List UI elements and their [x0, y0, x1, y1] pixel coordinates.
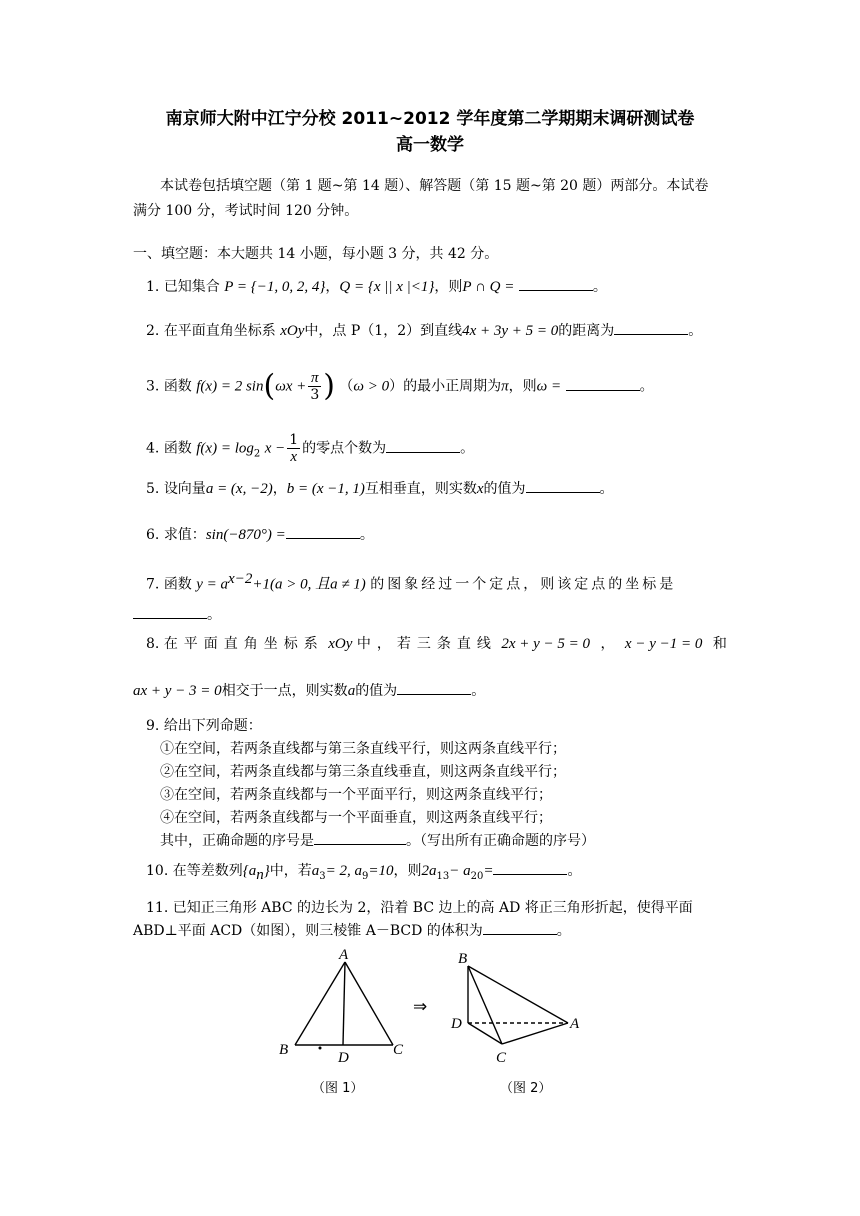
question-6: 6. 求值：sin(−870°) = 。: [146, 524, 374, 545]
question-1: 1. 已知集合 P = {−1, 0, 2, 4}，Q = {x || x |<1}，则P ∩ Q = 。: [146, 276, 607, 297]
question-number: 7.: [146, 576, 160, 593]
answer-blank[interactable]: [493, 860, 567, 875]
question-10: 10. 在等差数列$\{a_n\}$中，若$a_3= 2$, $a_9=10$，则$2a_{13}- a_{20}=$ 。: [146, 860, 581, 887]
figure-1-caption: （图 1）: [312, 1081, 364, 1096]
question-number: 9.: [146, 718, 160, 734]
answer-blank[interactable]: [483, 920, 557, 935]
figure-2-caption: （图 2）: [500, 1081, 552, 1096]
math-expression: xOy: [280, 323, 305, 339]
question-number: 5.: [146, 481, 160, 497]
figure-1-dot: [319, 1047, 322, 1050]
figure-1-label-b: B: [279, 1042, 289, 1058]
intro-line-1: 本试卷包括填空题（第 1 题~第 14 题）、解答题（第 15 题~第 20 题）两部分。本试卷: [160, 178, 709, 194]
question-number: 1.: [146, 279, 160, 295]
question-2: 2. 在平面直角坐标系 xOy中，点 P（1，2）到直线4x + 3y + 5 = 0的距离为 。: [146, 320, 702, 341]
figure-2-tetrahedron: [468, 966, 568, 1044]
figure-2-label-a: A: [570, 1016, 580, 1032]
answer-blank[interactable]: [386, 438, 460, 453]
question-number: 4.: [146, 440, 160, 457]
figure-2-label-b: B: [458, 951, 468, 967]
math-expression: a: [311, 863, 320, 879]
question-11-continued: ABD⊥平面 ACD（如图），则三棱锥 A－BCD 的体积为 。: [133, 920, 571, 941]
math-expression: Q = {x || x |<1}: [339, 279, 435, 295]
question-8-continued: ax + y − 3 = 0相交于一点，则实数a的值为 。: [133, 680, 485, 701]
fraction: $\frac{\pi}{3}$: [310, 370, 320, 403]
question-5: 5. 设向量a = (x, −2)，b = (x −1, 1)互相垂直，则实数x的值为 。: [146, 478, 614, 499]
question-number: 2.: [146, 323, 160, 339]
math-expression: y = a: [196, 576, 229, 593]
math-expression: b = (x −1, 1): [286, 481, 365, 497]
math-expression: sin(−870°) =: [205, 527, 286, 543]
list-item: ②在空间，若两条直线都与第三条直线垂直，则这两条直线平行；: [160, 764, 566, 780]
answer-blank[interactable]: [314, 830, 406, 845]
math-expression: 2a: [421, 863, 437, 879]
list-item: ③在空间，若两条直线都与一个平面平行，则这两条直线平行；: [160, 787, 552, 803]
answer-blank[interactable]: [526, 478, 600, 493]
question-7-continued: 。: [133, 604, 221, 625]
question-3: 3. 函数 f(x) = 2 sin(ωx + $\frac{\pi}{3}$ ) （ω > 0）的最小正周期为π，则ω = 。: [146, 368, 654, 404]
question-4: 4. 函数 $f(x) = \log_2 x$ − $\frac{1}{x}$ 的零点个数为 。: [146, 432, 475, 465]
figure-1-triangle: [295, 962, 393, 1045]
math-expression: P = {−1, 0, 2, 4}: [224, 279, 326, 295]
question-7: 7. 函数 $y = a^{x-2}+1(a > 0$, 且a ≠ 1) 的图象经过一个定点，则该定点的坐标是: [146, 571, 677, 593]
question-9: 9. 给出下列命题：: [146, 718, 262, 734]
answer-blank[interactable]: [286, 524, 360, 539]
question-number: 11.: [146, 900, 169, 916]
math-expression: f(x) = 2 sin: [196, 378, 264, 395]
answer-blank[interactable]: [519, 276, 593, 291]
intro-line-2: 满分 100 分，考试时间 120 分钟。: [133, 203, 359, 219]
question-8: 8. 在平面直角坐标系 xOy 中，若三条直线 2x + y − 5 = 0 ， x − y −1 = 0 和: [146, 636, 727, 652]
figure-2-label-c: C: [496, 1050, 507, 1066]
answer-blank[interactable]: [566, 376, 640, 391]
arrow-icon: ⇒: [413, 997, 428, 1016]
math-expression: ax + y − 3 = 0: [133, 683, 222, 699]
list-item: ④在空间，若两条直线都与一个平面垂直，则这两条直线平行；: [160, 810, 552, 826]
figure-area: [270, 944, 600, 1074]
math-expression: a = (x, −2): [205, 481, 273, 497]
math-expression: xOy: [328, 636, 353, 652]
math-expression: 4x + 3y + 5 = 0: [462, 323, 559, 339]
math-expression: {a: [242, 863, 257, 879]
figure-1-label-c: C: [393, 1042, 404, 1058]
question-11: 11. 已知正三角形 ABC 的边长为 2，沿着 BC 边上的高 AD 将正三角形折起，使得平面: [146, 900, 693, 916]
math-expression: x − y −1 = 0: [624, 636, 703, 652]
figure-2-label-d: D: [451, 1016, 462, 1032]
list-item: ①在空间，若两条直线都与第三条直线平行，则这两条直线平行；: [160, 741, 566, 757]
math-expression: 2x + y − 5 = 0: [501, 636, 591, 652]
answer-blank[interactable]: [397, 680, 471, 695]
question-number: 3.: [146, 378, 160, 395]
exam-subtitle: 高一数学: [396, 135, 464, 155]
question-number: 6.: [146, 527, 160, 543]
math-expression: f(x) = log: [196, 440, 254, 457]
answer-blank[interactable]: [614, 320, 688, 335]
figure-1-label-d: D: [338, 1050, 349, 1066]
section-heading: 一、填空题：本大题共 14 小题，每小题 3 分，共 42 分。: [133, 246, 499, 262]
exam-title: 南京师大附中江宁分校 2011~2012 学年度第二学期期末调研测试卷: [165, 109, 695, 129]
answer-blank[interactable]: [133, 604, 207, 619]
figure-1-label-a: A: [339, 947, 349, 963]
fraction: $\frac{1}{x}$: [289, 432, 299, 465]
math-expression: P ∩ Q =: [462, 279, 515, 295]
question-number: 8.: [146, 636, 160, 652]
question-9-answer-line: 其中，正确命题的序号是 。（写出所有正确命题的序号）: [160, 830, 595, 851]
question-number: 10.: [146, 863, 169, 879]
